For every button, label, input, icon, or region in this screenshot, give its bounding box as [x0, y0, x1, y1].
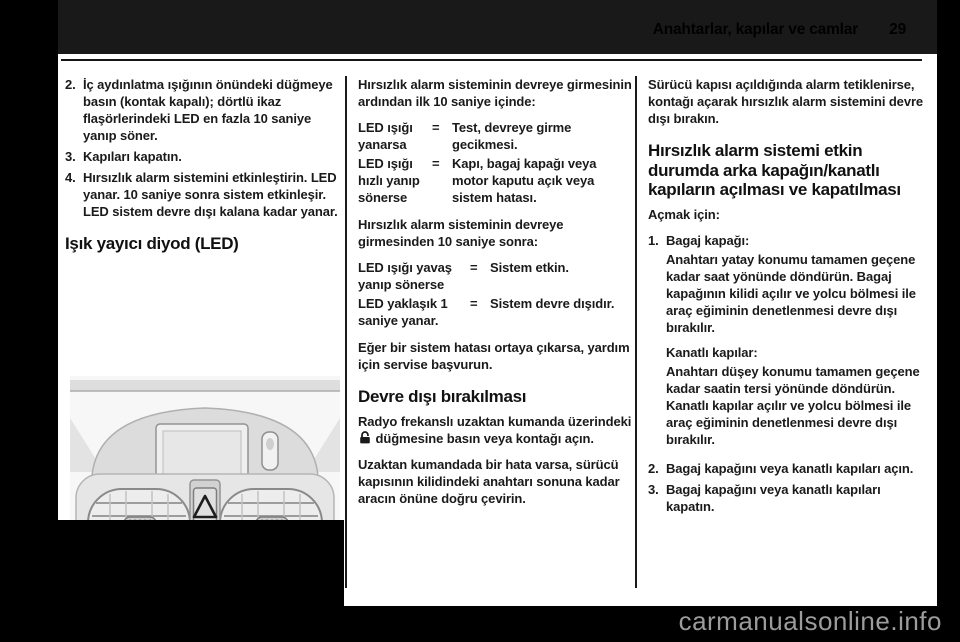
list-text: Kapıları kapatın. [83, 149, 182, 164]
list-item [648, 460, 927, 477]
text-after-icon: düğmesine basın veya kontağı açın. [375, 430, 594, 446]
equals-sign: = [432, 120, 440, 135]
list-item [65, 169, 345, 220]
list-number: 2. [65, 77, 76, 92]
list-number: 1. [648, 232, 659, 248]
step-paragraph: Anahtarı düşey konumu tamamen geçene kadar saatin tersi yönünde döndürün. Kanatlı kapılar açılır ve yolcu bölmesi ile araç eğiminin denetlenmesi devre dışı bırakılır. [666, 363, 920, 447]
definition: Sistem etkin. [490, 260, 569, 275]
list-body [666, 232, 927, 456]
paragraph: Hırsızlık alarm sisteminin devreye girmesinden 10 saniye sonra: [358, 217, 564, 249]
list-item [648, 481, 927, 515]
step-paragraph: Anahtarı yatay konumu tamamen geçene kadar saat yönünde döndürün. Bagaj kapağının kilidi açılır ve yolcu bölmesi ile araç eğiminin denetlenmesi devre dışı bırakılır. [666, 251, 916, 335]
equals-sign: = [470, 260, 478, 275]
list-item [65, 76, 345, 144]
unlock-button-icon [358, 431, 372, 444]
definition: Test, devreye girme gecikmesi. [452, 120, 572, 152]
content-columns [65, 76, 927, 588]
equals-sign: = [470, 296, 478, 311]
term: LED ışığı yavaş yanıp sönerse [358, 260, 452, 292]
display-screen [163, 431, 241, 475]
led-status-table-2 [358, 259, 635, 329]
section-heading-tailgate: Hırsızlık alarm sistemi etkin durumda arka kapağın/kanatlı kapıların açılması ve kapatılması [648, 141, 901, 199]
paragraph: Uzaktan kumandada bir hata varsa, sürücü kapısının kilidindeki anahtarı sonuna kadar aracın önüne doğru çevirin. [358, 456, 620, 506]
list-number: 4. [65, 170, 76, 185]
section-heading-led: Işık yayıcı diyod (LED) [65, 234, 239, 253]
header-rule [61, 59, 922, 61]
definition: Kapı, bagaj kapağı veya motor kaputu açık veya sistem hatası. [452, 156, 597, 205]
column-3 [637, 76, 927, 519]
list-text: İç aydınlatma ışığının önündeki düğmeye basın (kontak kapalı); dörtlü ikaz flaşörlerindeki LED en fazla 10 saniye yanıp söner. [83, 77, 333, 143]
list-number: 2. [648, 460, 659, 476]
led-status-table-1 [358, 119, 635, 206]
subheading: Açmak için: [648, 206, 720, 222]
list-item [648, 232, 927, 456]
term: LED yaklaşık 1 saniye yanar. [358, 296, 448, 328]
list-item [65, 148, 345, 165]
step-label: Kanatlı kapılar: [666, 344, 758, 360]
paragraph: Eğer bir sistem hatası ortaya çıkarsa, yardım için servise başvurun. [358, 340, 630, 372]
definition: Sistem devre dışıdır. [490, 296, 615, 311]
step-label: Bagaj kapağı: [666, 232, 750, 248]
top-black-band [0, 0, 960, 54]
list-number: 3. [65, 149, 76, 164]
bottom-black-bar [0, 606, 960, 642]
equals-sign: = [432, 156, 440, 171]
list-text: Bagaj kapağını veya kanatlı kapıları kapatın. [666, 481, 881, 514]
section-heading-deactivation: Devre dışı bırakılması [358, 387, 527, 406]
list-text: Bagaj kapağını veya kanatlı kapıları açın. [666, 460, 914, 476]
watermark: carmanualsonline.info [678, 606, 942, 636]
text-before-icon: Radyo frekanslı uzaktan kumanda üzerindeki [358, 413, 632, 429]
column-2 [347, 76, 635, 516]
list-text: Hırsızlık alarm sistemini etkinleştirin. LED yanar. 10 saniye sonra sistem etkinleşir. LED sistem devre dışı kalana kadar yanar. [83, 170, 338, 219]
table-row [358, 295, 635, 329]
term: LED ışığı yanarsa [358, 120, 413, 152]
table-row [358, 119, 635, 153]
paragraph: Sürücü kapısı açıldığında alarm tetiklenirse, kontağı açarak hırsızlık alarm sistemini devre dışı bırakın. [648, 77, 924, 126]
paragraph-with-icon [358, 413, 635, 447]
table-row [358, 259, 635, 293]
list-number: 3. [648, 481, 659, 497]
term: LED ışığı hızlı yanıp sönerse [358, 156, 420, 205]
table-row [358, 155, 635, 206]
column-1 [65, 76, 345, 260]
cowl-strip [70, 380, 340, 391]
manual-page [58, 0, 937, 606]
display-control-knob [262, 432, 278, 470]
paragraph: Hırsızlık alarm sisteminin devreye girmesinin ardından ilk 10 saniye içinde: [358, 77, 632, 109]
